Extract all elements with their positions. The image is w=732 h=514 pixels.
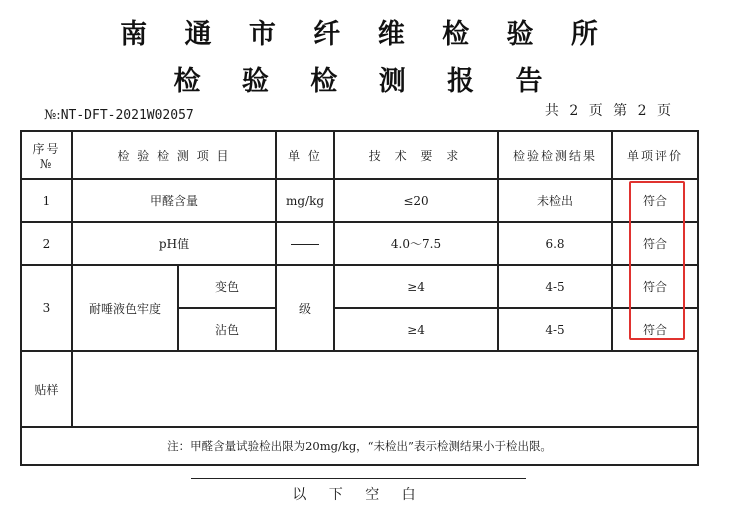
- report-number: [44, 108, 194, 123]
- row-seq: 3: [21, 265, 72, 351]
- header-result: 检验检测结果: [498, 131, 612, 179]
- row-seq: 2: [21, 222, 72, 265]
- row-evaluation: 符合: [612, 222, 698, 265]
- row-result: 未检出: [498, 179, 612, 222]
- table-row: [21, 222, 698, 265]
- row-requirement: ≤20: [334, 179, 498, 222]
- row-unit: [276, 222, 334, 265]
- row-requirement: 4.0～7.5: [334, 222, 498, 265]
- header-seq: [21, 131, 72, 179]
- row-unit: mg/kg: [276, 179, 334, 222]
- row-requirement: ≥4: [334, 265, 498, 308]
- institute-name: 南 通 市 纤 维 检 验 所: [120, 19, 612, 50]
- table-row: [21, 179, 698, 222]
- row-sub-item: 沾色: [178, 308, 276, 351]
- row-item: 耐唾液色牢度: [72, 265, 178, 351]
- page-info: 共 2 页 第 2 页: [544, 103, 674, 119]
- row-evaluation: 符合: [612, 308, 698, 351]
- row-requirement: ≥4: [334, 308, 498, 351]
- table-note: 注：甲醛含量试验检出限为20mg/kg，“未检出”表示检测结果小于检出限。: [21, 427, 698, 465]
- blank-below-text: 以 下 空 白: [292, 487, 425, 503]
- note-row: [21, 427, 698, 465]
- report-number-symbol: №:: [44, 108, 61, 123]
- table-row: [21, 265, 698, 308]
- test-results-table: [20, 130, 699, 466]
- row-result: 6.8: [498, 222, 612, 265]
- header-seq-symbol: №: [39, 156, 54, 171]
- sample-area: [72, 351, 698, 427]
- row-sub-item: 变色: [178, 265, 276, 308]
- row-result: 4-5: [498, 308, 612, 351]
- row-seq: 1: [21, 179, 72, 222]
- header-evaluation: 单项评价: [612, 131, 698, 179]
- header-requirement: 技 术 要 求: [334, 131, 498, 179]
- unit-dash-icon: [291, 244, 319, 245]
- report-title: 检 验 检 测 报 告: [173, 66, 559, 97]
- row-item: 甲醛含量: [72, 179, 276, 222]
- row-item: pH值: [72, 222, 276, 265]
- row-evaluation: 符合: [612, 265, 698, 308]
- header-item: 检 验 检 测 项 目: [72, 131, 276, 179]
- sample-label: 贴样: [21, 351, 72, 427]
- header-seq-label: 序号: [32, 141, 61, 156]
- sample-row: [21, 351, 698, 427]
- blank-divider: [191, 478, 526, 479]
- row-unit: 级: [276, 265, 334, 351]
- row-evaluation: 符合: [612, 179, 698, 222]
- table-header-row: [21, 131, 698, 179]
- header-unit: 单 位: [276, 131, 334, 179]
- row-result: 4-5: [498, 265, 612, 308]
- report-number-value: NT-DFT-2021W02057: [60, 108, 194, 123]
